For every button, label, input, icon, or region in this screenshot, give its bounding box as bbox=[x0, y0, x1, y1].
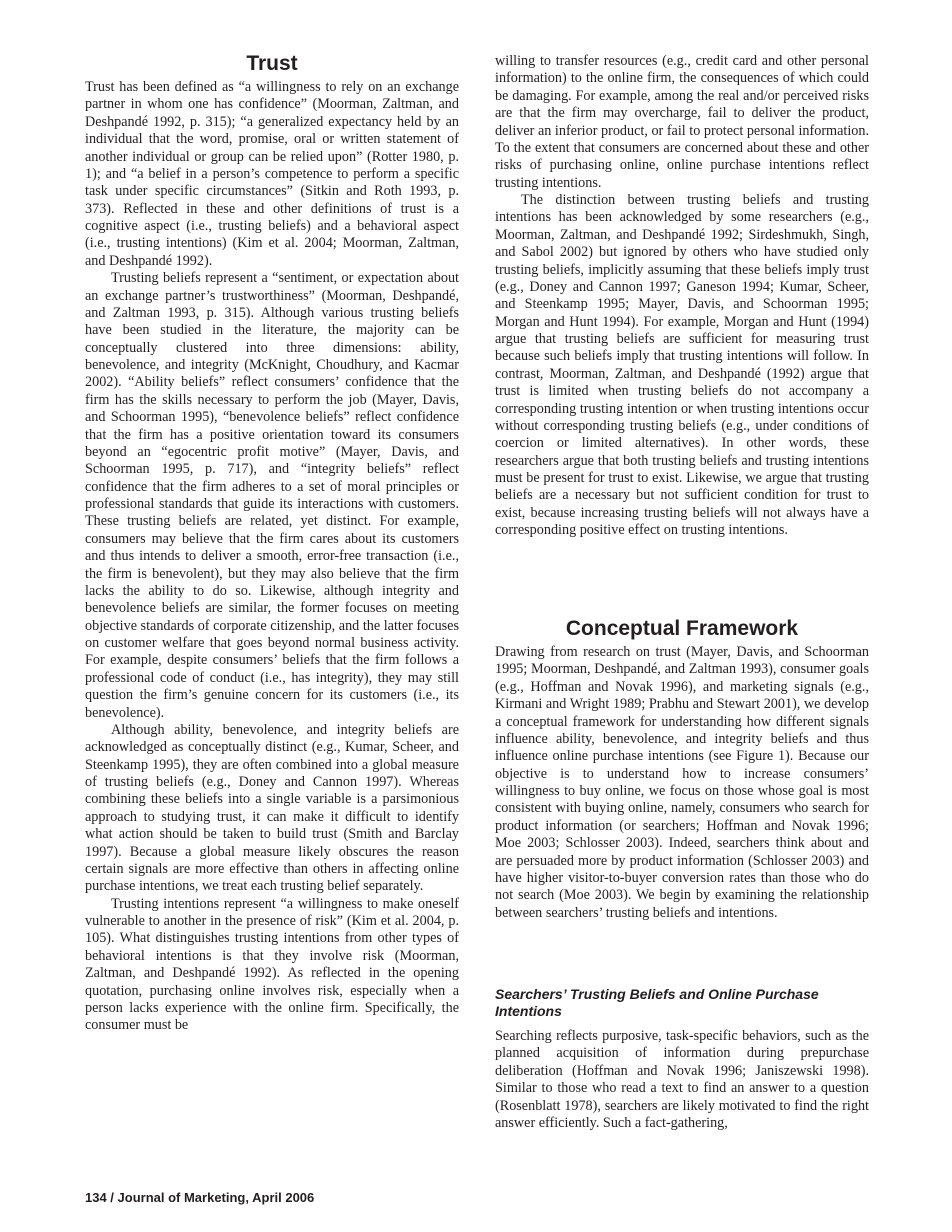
subsection-heading: Searchers’ Trusting Beliefs and Online Purchase Intentions bbox=[495, 986, 819, 1019]
paragraph: willing to transfer resources (e.g., credit card and other personal information) to the online firm, the consequences of which could be damaging. For example, among the real and/or perceived risks are that the firm may overcharge, fail to deliver the product, deliver an inferior product, or fail to protect personal information. To the extent that consumers are concerned about these and other risks of purchasing online, online purchase intentions reflect trusting intentions. bbox=[495, 53, 869, 191]
paragraph: Trust has been defined as “a willingness to rely on an exchange partner in whom one has confidence” (Moorman, Zaltman, and Deshpandé 1992, p. 315); “a generalized expectancy held by an individual that the word, promise, oral or written statement of another individual or group can be relied upon” (Rotter 1980, p. 1); and “a belief in a person’s competence to perform a specific task under specific circumstances” (Sitkin and Roth 1993, p. 373). Reflected in these and other definitions of trust is a cognitive aspect (i.e., trusting beliefs) and a behavioral aspect (i.e., trusting intentions) (Kim et al. 2004; Moorman, Zaltman, and Deshpandé 1992). bbox=[85, 79, 459, 269]
paragraph: Although ability, benevolence, and integrity beliefs are acknowledged as conceptually distinct (e.g., Kumar, Scheer, and Steenkamp 1995), they are often combined into a global measure of trusting beliefs (e.g., Doney and Cannon 1997). Whereas combining these beliefs into a single variable is a parsimonious approach to studying trust, it can make it difficult to identify what action should be taken to build trust (Smith and Barclay 1997). Because a global measure likely obscures the reason certain signals are more effective than others in affecting online purchase intentions, we treat each trusting belief separately. bbox=[85, 721, 459, 895]
section-heading-conceptual-framework: Conceptual Framework bbox=[565, 617, 799, 640]
subsection-text bbox=[495, 1028, 869, 1132]
page-footer: 134 / Journal of Marketing, April 2006 bbox=[85, 1190, 315, 1205]
section-heading-trust: Trust bbox=[246, 52, 298, 75]
paragraph: Trusting beliefs represent a “sentiment, or expectation about an exchange partner’s trustworthiness” (Moorman, Deshpandé, and Zaltman 1993, p. 315). Although various trusting beliefs have been studied in the literature, the majority can be conceptually clustered into three dimensions: ability, benevolence, and integrity (McKnight, Choudhury, and Kacmar 2002). “Ability beliefs” reflect consumers’ confidence that the firm has the skills necessary to perform the job (Mayer, Davis, and Schoorman 1995), “benevolence beliefs” reflect confidence that the firm has a positive orientation toward its consumers beyond an “egocentric profit motive” (Mayer, Davis, and Schoorman 1995, p. 717), and “integrity beliefs” reflect confidence that the firm adheres to a set of moral principles or professional standards that guide its interactions with customers. These trusting beliefs are related, yet distinct. For example, consumers may believe that the firm cares about its customers and thus intends to deliver a smooth, error-free transaction (i.e., the firm is benevolent), but they may also believe that the firm lacks the ability to do so. Likewise, although integrity and benevolence beliefs are similar, the former focuses on meeting objective standards of corporate citizenship, and the latter focuses on customer welfare that goes beyond normal business activity. For example, despite consumers’ beliefs that the firm follows a professional code of conduct (i.e., has integrity), they may still question the firm’s genuine concern for its customers (i.e., its benevolence). bbox=[85, 270, 459, 721]
paragraph: Drawing from research on trust (Mayer, Davis, and Schoorman 1995; Moorman, Deshpandé, and Zaltman 1993), consumer goals (e.g., Hoffman and Novak 1996), and marketing signals (e.g., Kirmani and Wright 1989; Prabhu and Stewart 2001), we develop a conceptual framework for understanding how different signals influence ability, benevolence, and integrity beliefs and thus influence online purchase intentions (see Figure 1). Because our objective is to understand how to increase consumers’ willingness to buy online, we focus on those whose goal is most consistent with buying online, namely, consumers who search for product information (or searchers; Hoffman and Novak 1996; Moe 2003; Schlosser 2003). Indeed, searchers think about and are persuaded more by product information (Schlosser 2003) and have higher visitor-to-buyer conversion rates than those who do not search (Moe 2003). We begin by examining the relationship between searchers’ trusting beliefs and intentions. bbox=[495, 644, 869, 921]
paragraph: The distinction between trusting beliefs and trusting intentions has been acknowledged by some researchers (e.g., Moorman, Zaltman, and Deshpandé 1992; Sirdeshmukh, Singh, and Sabol 2002) but ignored by others who have studied only trusting beliefs, implicitly assuming that these beliefs imply trust (e.g., Doney and Cannon 1997; Ganeson 1994; Kumar, Scheer, and Steenkamp 1995; Mayer, Davis, and Schoorman 1995; Morgan and Hunt 1994). For example, Morgan and Hunt (1994) argue that trusting beliefs are sufficient for measuring trust because such beliefs imply that trusting intentions will follow. In contrast, Moorman, Zaltman, and Deshpandé (1992) argue that trust is limited when trusting beliefs do not accompany a corresponding trusting intention or when trusting intentions occur without corresponding trusting beliefs (e.g., under conditions of coercion or limited alternatives). In other words, these researchers argue that both trusting beliefs and trusting intentions must be present for trust to exist. Likewise, we argue that trusting beliefs are a necessary but not sufficient condition for trust to exist, because increasing trusting beliefs will not always have a corresponding positive effect on trusting intentions. bbox=[495, 192, 869, 539]
left-column bbox=[85, 79, 459, 1035]
conceptual-framework-text bbox=[495, 644, 869, 922]
right-column-top bbox=[495, 53, 869, 540]
paragraph: Searching reflects purposive, task-specific behaviors, such as the planned acquisition of information during prepurchase deliberation (Hoffman and Novak 1996; Janiszewski 1998). Similar to those who read a text to find an answer to a question (Rosenblatt 1978), searchers are likely motivated to find the right answer efficiently. Such a fact-gathering, bbox=[495, 1028, 869, 1131]
paragraph: Trusting intentions represent “a willingness to make oneself vulnerable to another in the presence of risk” (Kim et al. 2004, p. 105). What distinguishes trusting intentions from other types of behavioral intentions is that they involve risk (Moorman, Zaltman, and Deshpandé 1992). As reflected in the opening quotation, purchasing online involves risk, especially when a person lacks experience with the online firm. Specifically, the consumer must be bbox=[85, 895, 459, 1034]
